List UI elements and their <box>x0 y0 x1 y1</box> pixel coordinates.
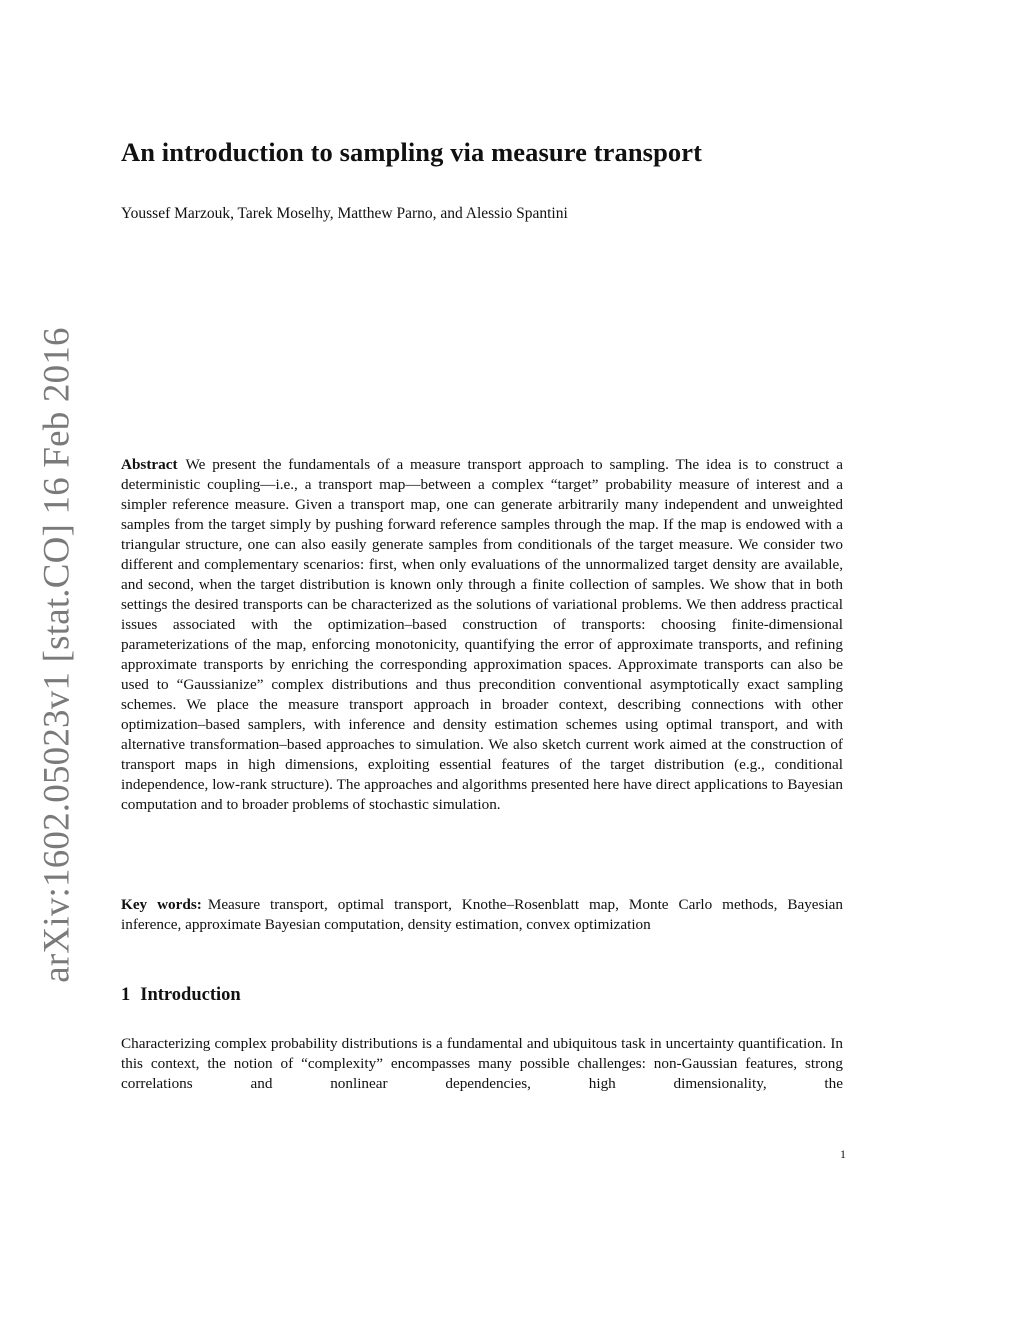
section-title: Introduction <box>140 985 241 1005</box>
author-list: Youssef Marzouk, Tarek Moselhy, Matthew Parno, and Alessio Spantini <box>121 205 568 222</box>
introduction-paragraph: Characterizing complex probability distributions is a fundamental and ubiquitous task in uncertainty quantification. In this context, the notion of “complexity” encompasses many possible challenges: non-Gaussian features, strong correlations and nonlinear dependencies, high dimensionality, the <box>121 1035 843 1092</box>
section-heading-introduction <box>121 985 241 1006</box>
paper-title: An introduction to sampling via measure transport <box>121 137 703 167</box>
page-number: 1 <box>840 1147 846 1161</box>
keywords-block <box>121 895 843 935</box>
keywords-text: Measure transport, optimal transport, Knothe–Rosenblatt map, Monte Carlo methods, Bayesian inference, approximate Bayesian computation, density estimation, convex optimization <box>121 896 844 933</box>
abstract-text: We present the fundamentals of a measure transport approach to sampling. The idea is to construct a deterministic coupling—i.e., a transport map—between a complex “target” probability measure of interest and a simpler reference measure. Given a transport map, one can generate arbitrarily many independent and unweighted samples from the target simply by pushing forward reference samples through the map. If the map is endowed with a triangular structure, one can also easily generate samples from conditionals of the target measure. We consider two different and complementary scenarios: first, when only evaluations of the unnormalized target density are available, and second, when the target distribution is known only through a finite collection of samples. We show that in both settings the desired transports can be characterized as the solutions of variational problems. We then address practical issues associated with the optimization–based construction of transports: choosing finite-dimensional parameterizations of the map, enforcing monotonicity, quantifying the error of approximate transports, and refining approximate transports by enriching the corresponding approximation spaces. Approximate transports can also be used to “Gaussianize” complex distributions and thus precondition conventional asymptotically exact sampling schemes. We place the measure transport approach in broader context, describing connections with other optimization–based samplers, with inference and density estimation schemes using optimal transport, and with alternative transformation–based approaches to simulation. We also sketch current work aimed at the construction of transport maps in high dimensions, exploiting essential features of the target distribution (e.g., conditional independence, low-rank structure). The approaches and algorithms presented here have direct applications to Bayesian computation and to broader problems of stochastic simulation. <box>121 456 843 813</box>
arxiv-identifier-stamp: arXiv:1602.05023v1 [stat.CO] 16 Feb 2016 <box>36 327 78 983</box>
abstract-block <box>121 455 843 815</box>
keywords-label: Key words: <box>121 896 202 913</box>
section-number: 1 <box>121 985 131 1005</box>
abstract-label: Abstract <box>121 456 178 473</box>
